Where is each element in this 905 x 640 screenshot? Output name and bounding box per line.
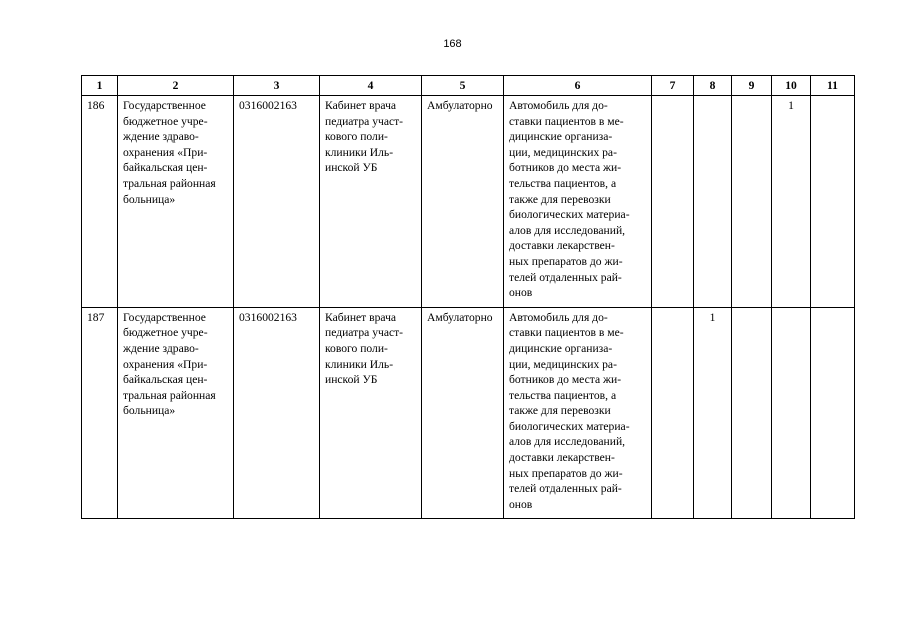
code-cell: 0316002163 [234, 307, 320, 519]
text-line: педиатра участ- [325, 114, 404, 128]
institution-cell [118, 96, 234, 308]
text-line: кового поли- [325, 341, 388, 355]
col9-cell [732, 307, 772, 519]
text-line: ных препаратов до жи- [509, 254, 623, 268]
text-line: байкальская цен- [123, 373, 208, 387]
row-number-cell: 187 [82, 307, 118, 519]
col10-cell [772, 307, 811, 519]
text-line: тральная районная [123, 176, 216, 190]
col9-cell [732, 96, 772, 308]
text-line: ждение здраво- [123, 130, 199, 144]
text-line: Кабинет врача [325, 99, 397, 112]
text-line: ных препаратов до жи- [509, 466, 623, 480]
department-cell [320, 96, 422, 308]
text-line: охранения «При- [123, 145, 208, 159]
text-line: байкальская цен- [123, 161, 208, 175]
text-line: биологических материа- [509, 208, 630, 222]
text-line: Государственное [123, 99, 206, 112]
text-line: онов [509, 497, 533, 511]
text-line: Автомобиль для до- [509, 310, 608, 324]
text-line: инской УБ [325, 373, 378, 387]
text-line: Кабинет врача [325, 310, 397, 324]
col8-cell [694, 96, 732, 308]
text-line: охранения «При- [123, 357, 208, 371]
header-cell-5: 5 [422, 76, 504, 96]
text-line: клиники Иль- [325, 145, 394, 159]
text-line: больница» [123, 404, 176, 418]
text-line: клиники Иль- [325, 357, 394, 371]
equipment-cell [504, 96, 652, 308]
text-line: педиатра участ- [325, 326, 404, 340]
text-line: алов для исследований, [509, 435, 626, 449]
header-cell-6: 6 [504, 76, 652, 96]
data-table [81, 75, 855, 519]
text-line: инской УБ [325, 161, 378, 175]
text-line: ставки пациентов в ме- [509, 114, 624, 128]
header-cell-2: 2 [118, 76, 234, 96]
text-line: алов для исследований, [509, 223, 626, 237]
code-cell: 0316002163 [234, 96, 320, 308]
col7-cell [652, 307, 694, 519]
institution-cell [118, 307, 234, 519]
text-line: ставки пациентов в ме- [509, 326, 624, 340]
text-line: ботников до места жи- [509, 373, 622, 387]
text-line: ции, медицинских ра- [509, 357, 617, 371]
header-row [82, 76, 855, 96]
header-cell-10: 10 [772, 76, 811, 96]
text-line: тельства пациентов, а [509, 388, 617, 402]
table-row [82, 96, 855, 308]
col7-cell [652, 96, 694, 308]
header-cell-4: 4 [320, 76, 422, 96]
text-line: дицинские организа- [509, 130, 613, 144]
text-line: доставки лекарствен- [509, 239, 615, 253]
equipment-cell [504, 307, 652, 519]
text-line: доставки лекарствен- [509, 451, 615, 465]
text-line: больница» [123, 192, 176, 206]
page-number: 168 [443, 38, 462, 50]
table-row [82, 307, 855, 519]
header-cell-9: 9 [732, 76, 772, 96]
text-line: телей отдаленных рай- [509, 270, 622, 284]
text-line: Автомобиль для до- [509, 99, 608, 112]
row-number-cell: 186 [82, 96, 118, 308]
care-type-cell: Амбулаторно [422, 96, 504, 308]
text-line: тральная районная [123, 388, 216, 402]
header-cell-3: 3 [234, 76, 320, 96]
text-line: дицинские организа- [509, 341, 613, 355]
col8-cell: 1 [694, 307, 732, 519]
text-line: онов [509, 286, 533, 300]
header-cell-1: 1 [82, 76, 118, 96]
text-line: бюджетное учре- [123, 326, 208, 340]
text-line: тельства пациентов, а [509, 176, 617, 190]
care-type-cell: Амбулаторно [422, 307, 504, 519]
text-line: ции, медицинских ра- [509, 145, 617, 159]
col11-cell [811, 96, 855, 308]
text-line: биологических материа- [509, 419, 630, 433]
text-line: кового поли- [325, 130, 388, 144]
text-line: ботников до места жи- [509, 161, 622, 175]
header-cell-7: 7 [652, 76, 694, 96]
text-line: также для перевозки [509, 192, 611, 206]
col11-cell [811, 307, 855, 519]
text-line: телей отдаленных рай- [509, 482, 622, 496]
text-line: ждение здраво- [123, 341, 199, 355]
col10-cell: 1 [772, 96, 811, 308]
text-line: Государственное [123, 310, 206, 324]
text-line: бюджетное учре- [123, 114, 208, 128]
department-cell [320, 307, 422, 519]
header-cell-8: 8 [694, 76, 732, 96]
header-cell-11: 11 [811, 76, 855, 96]
text-line: также для перевозки [509, 404, 611, 418]
